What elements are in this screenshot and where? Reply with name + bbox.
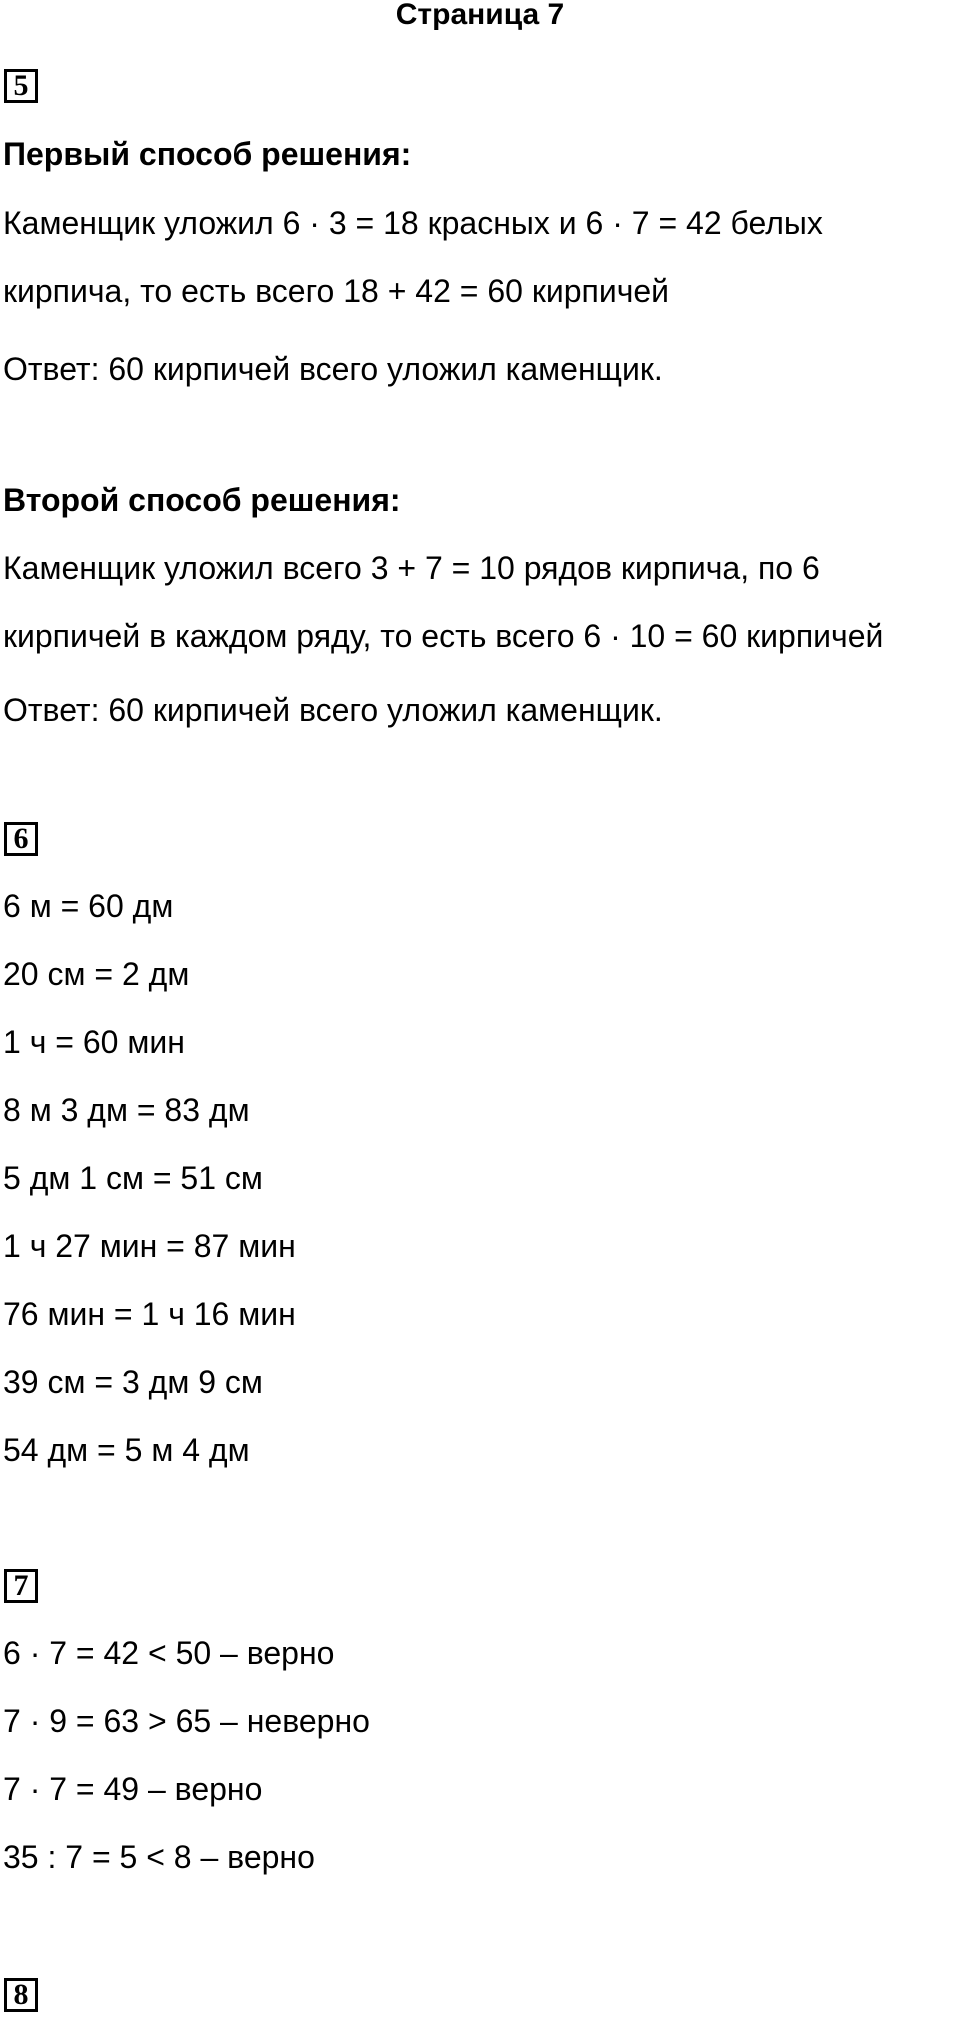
conversion-line: 39 см = 3 дм 9 см bbox=[3, 1364, 263, 1400]
solution-line: Каменщик уложил всего 3 + 7 = 10 рядов кирпича, по 6 bbox=[3, 550, 820, 586]
task-number-box: 7 bbox=[4, 1569, 38, 1603]
answer-line: Ответ: 60 кирпичей всего уложил каменщик. bbox=[3, 692, 663, 728]
conversion-line: 54 дм = 5 м 4 дм bbox=[3, 1432, 250, 1468]
task-number-box: 5 bbox=[4, 69, 38, 103]
task-number-box: 8 bbox=[4, 1978, 38, 2012]
page-title: Страница 7 bbox=[395, 0, 565, 31]
conversion-line: 1 ч 27 мин = 87 мин bbox=[3, 1228, 296, 1264]
solution-line: Каменщик уложил 6 · 3 = 18 красных и 6 · 7 = 42 белых bbox=[3, 205, 823, 241]
conversion-line: 6 м = 60 дм bbox=[3, 888, 174, 924]
solution-line: кирпичей в каждом ряду, то есть всего 6 · 10 = 60 кирпичей bbox=[3, 618, 884, 654]
comparison-line: 6 · 7 = 42 < 50 – верно bbox=[3, 1635, 335, 1671]
conversion-line: 5 дм 1 см = 51 см bbox=[3, 1160, 263, 1196]
comparison-line: 7 · 7 = 49 – верно bbox=[3, 1771, 263, 1807]
comparison-line: 35 : 7 = 5 < 8 – верно bbox=[3, 1839, 315, 1875]
method-heading: Второй способ решения: bbox=[3, 482, 401, 518]
conversion-line: 76 мин = 1 ч 16 мин bbox=[3, 1296, 296, 1332]
conversion-line: 8 м 3 дм = 83 дм bbox=[3, 1092, 250, 1128]
method-heading: Первый способ решения: bbox=[3, 136, 412, 172]
conversion-line: 20 см = 2 дм bbox=[3, 956, 190, 992]
solution-line: кирпича, то есть всего 18 + 42 = 60 кирпичей bbox=[3, 273, 670, 309]
answer-line: Ответ: 60 кирпичей всего уложил каменщик. bbox=[3, 351, 663, 387]
conversion-line: 1 ч = 60 мин bbox=[3, 1024, 185, 1060]
comparison-line: 7 · 9 = 63 > 65 – неверно bbox=[3, 1703, 370, 1739]
task-number-box: 6 bbox=[4, 822, 38, 856]
